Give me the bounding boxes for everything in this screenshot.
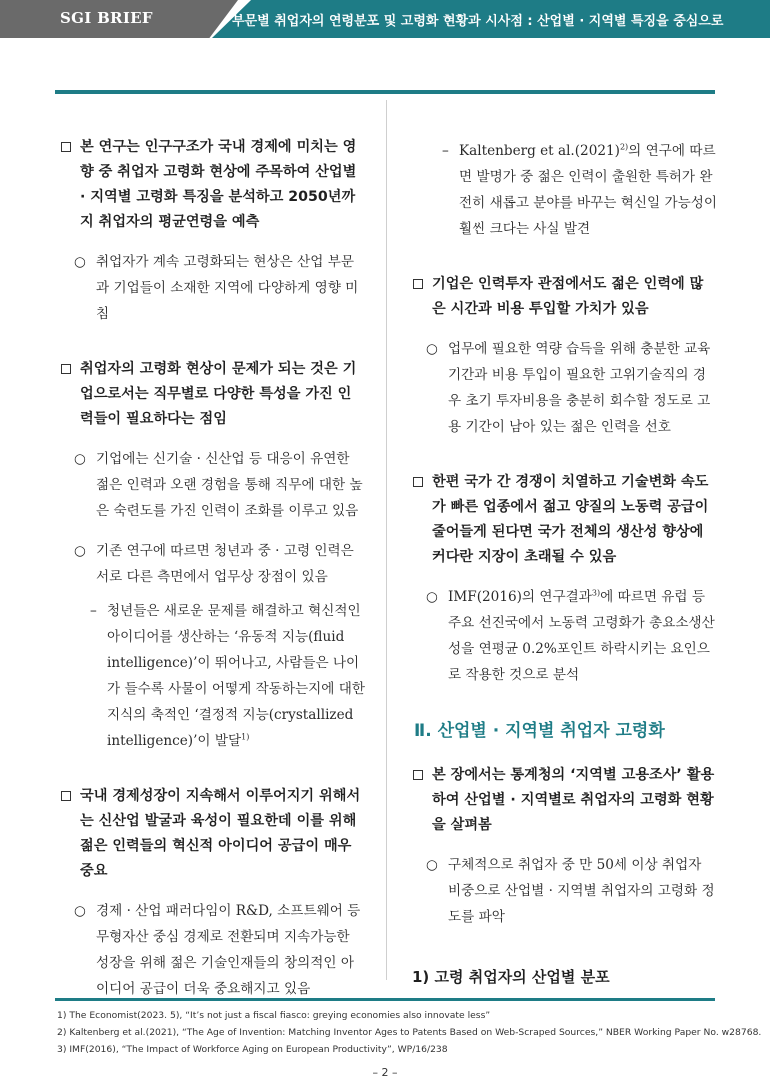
main-point: 본 연구는 인구구조가 국내 경제에 미치는 영향 중 취업자 고령화 현상에 주목하여 산업별 · 지역별 고령화 특징을 분석하고 2050년까지 취업자의 평균연령을 예측 xyxy=(60,135,365,235)
circle-bullet: ○ xyxy=(426,589,438,605)
sub-point xyxy=(412,584,717,688)
point-block xyxy=(412,470,717,688)
column-divider xyxy=(386,100,387,980)
detail-text: Kaltenberg et al.(2021) xyxy=(459,143,620,159)
footnote-ref: 3) xyxy=(591,588,601,598)
footnote-2: 2) Kaltenberg et al.(2021), “The Age of Invention: Matching Inventor Ages to Patents Based on Web-Scraped Sources,” NBER Working Paper No. w28768. xyxy=(57,1027,762,1038)
sub-point-text: IMF(2016)의 연구결과 xyxy=(448,589,592,605)
dash-bullet: – xyxy=(90,603,97,619)
circle-bullet: ○ xyxy=(74,451,86,467)
main-point: 국내 경제성장이 지속해서 이루어지기 위해서는 신산업 발굴과 육성이 필요한데 이를 위해 젊은 인력들의 혁신적 아이디어 공급이 매우 중요 xyxy=(60,784,365,884)
sub-point xyxy=(412,852,717,930)
sub-point xyxy=(60,898,365,1002)
detail-text: 의 연구에 따르면 발명가 중 젊은 인력이 출원한 특허가 완전히 새롭고 분야를 바꾸는 혁신일 가능성이 훨씬 크다는 사실 발견 xyxy=(459,143,717,237)
subsection-title: 1) 고령 취업자의 산업별 분포 xyxy=(412,968,610,986)
point-block xyxy=(412,763,717,930)
sub-point-text: 경제 · 산업 패러다임이 R&D, 소프트웨어 등 무형자산 중심 경제로 전환되며 지속가능한 성장을 위해 젊은 기술인재들의 창의적인 아이디어 공급이 더욱 중요해지고 있음 xyxy=(96,903,361,997)
sub-point xyxy=(412,336,717,440)
sub-point-text: 에 따르면 유럽 등 주요 선진국에서 노동력 고령화가 총요소생산성을 연평균 0.2%포인트 하락시키는 요인으로 작용한 것으로 분석 xyxy=(448,589,715,683)
sub-point-text: 취업자가 계속 고령화되는 현상은 산업 부문과 기업들이 소재한 지역에 다양하게 영향 미침 xyxy=(96,254,359,322)
circle-bullet: ○ xyxy=(74,254,86,270)
main-point: 취업자의 고령화 현상이 문제가 되는 것은 기업으로서는 직무별로 다양한 특성을 가진 인력들이 필요하다는 점임 xyxy=(60,357,365,432)
top-rule xyxy=(55,90,715,94)
sub-point-text: 기업에는 신기술 · 신산업 등 대응이 유연한 젊은 인력과 오랜 경험을 통해 직무에 대한 높은 숙련도를 가진 인력이 조화를 이루고 있음 xyxy=(96,451,363,519)
sub-point xyxy=(60,446,365,524)
right-column xyxy=(412,138,717,987)
page-number: – 2 – xyxy=(372,1066,398,1079)
sub-point xyxy=(60,538,365,590)
page-header xyxy=(0,0,770,38)
point-block xyxy=(60,784,365,1002)
brand-logo-text: SGI BRIEF xyxy=(60,9,153,27)
circle-bullet: ○ xyxy=(426,341,438,357)
sub-point xyxy=(60,249,365,327)
point-block xyxy=(412,272,717,440)
detail-point xyxy=(60,598,365,754)
sub-point-text: 기존 연구에 따르면 청년과 중 · 고령 인력은 서로 다른 측면에서 업무상 장점이 있음 xyxy=(96,543,354,585)
main-point: 기업은 인력투자 관점에서도 젊은 인력에 많은 시간과 비용 투입할 가치가 있음 xyxy=(412,272,717,322)
left-column xyxy=(60,135,365,1002)
circle-bullet: ○ xyxy=(426,857,438,873)
detail-text: 청년들은 새로운 문제를 해결하고 혁신적인 아이디어를 생산하는 ‘유동적 지능(fluid intelligence)’이 뛰어나고, 사람들은 나이가 들수록 사물이 어떻게 작동하는지에 대한 지식의 축적인 ‘결정적 지능(crystallized intelligence)’이 발달 xyxy=(107,603,365,749)
circle-bullet: ○ xyxy=(74,903,86,919)
circle-bullet: ○ xyxy=(74,543,86,559)
running-title: 부문별 취업자의 연령분포 및 고령화 현황과 시사점 : 산업별 · 지역별 특징을 중심으로 xyxy=(232,14,724,29)
main-point: 한편 국가 간 경쟁이 치열하고 기술변화 속도가 빠른 업종에서 젊고 양질의 노동력 공급이 줄어들게 된다면 국가 전체의 생산성 향상에 커다란 지장이 초래될 수 있음 xyxy=(412,470,717,570)
footnote-1: 1) The Economist(2023. 5), “It’s not just a fiscal fiasco: greying economies also innovate less” xyxy=(57,1010,491,1021)
sub-point-text: 구체적으로 취업자 중 만 50세 이상 취업자 비중으로 산업별 · 지역별 취업자의 고령화 정도를 파악 xyxy=(448,857,715,925)
footnote-rule xyxy=(55,998,715,1001)
section-title: Ⅱ. 산업별 · 지역별 취업자 고령화 xyxy=(414,721,665,741)
main-point: 본 장에서는 통계청의 ‘지역별 고용조사’ 활용하여 산업별 · 지역별로 취업자의 고령화 현황을 살펴봄 xyxy=(412,763,717,838)
footnote-ref: 2) xyxy=(619,142,629,152)
dash-bullet: – xyxy=(442,143,449,159)
detail-point xyxy=(412,138,717,242)
point-block xyxy=(60,135,365,327)
point-block xyxy=(60,357,365,754)
footnote-ref: 1) xyxy=(241,732,250,742)
footnote-3: 3) IMF(2016), “The Impact of Workforce Aging on European Productivity”, WP/16/238 xyxy=(57,1044,448,1055)
sub-point-text: 업무에 필요한 역량 습득을 위해 충분한 교육 기간과 비용 투입이 필요한 고위기술직의 경우 초기 투자비용을 충분히 회수할 정도로 고용 기간이 남아 있는 젊은 인력을 선호 xyxy=(448,341,711,435)
